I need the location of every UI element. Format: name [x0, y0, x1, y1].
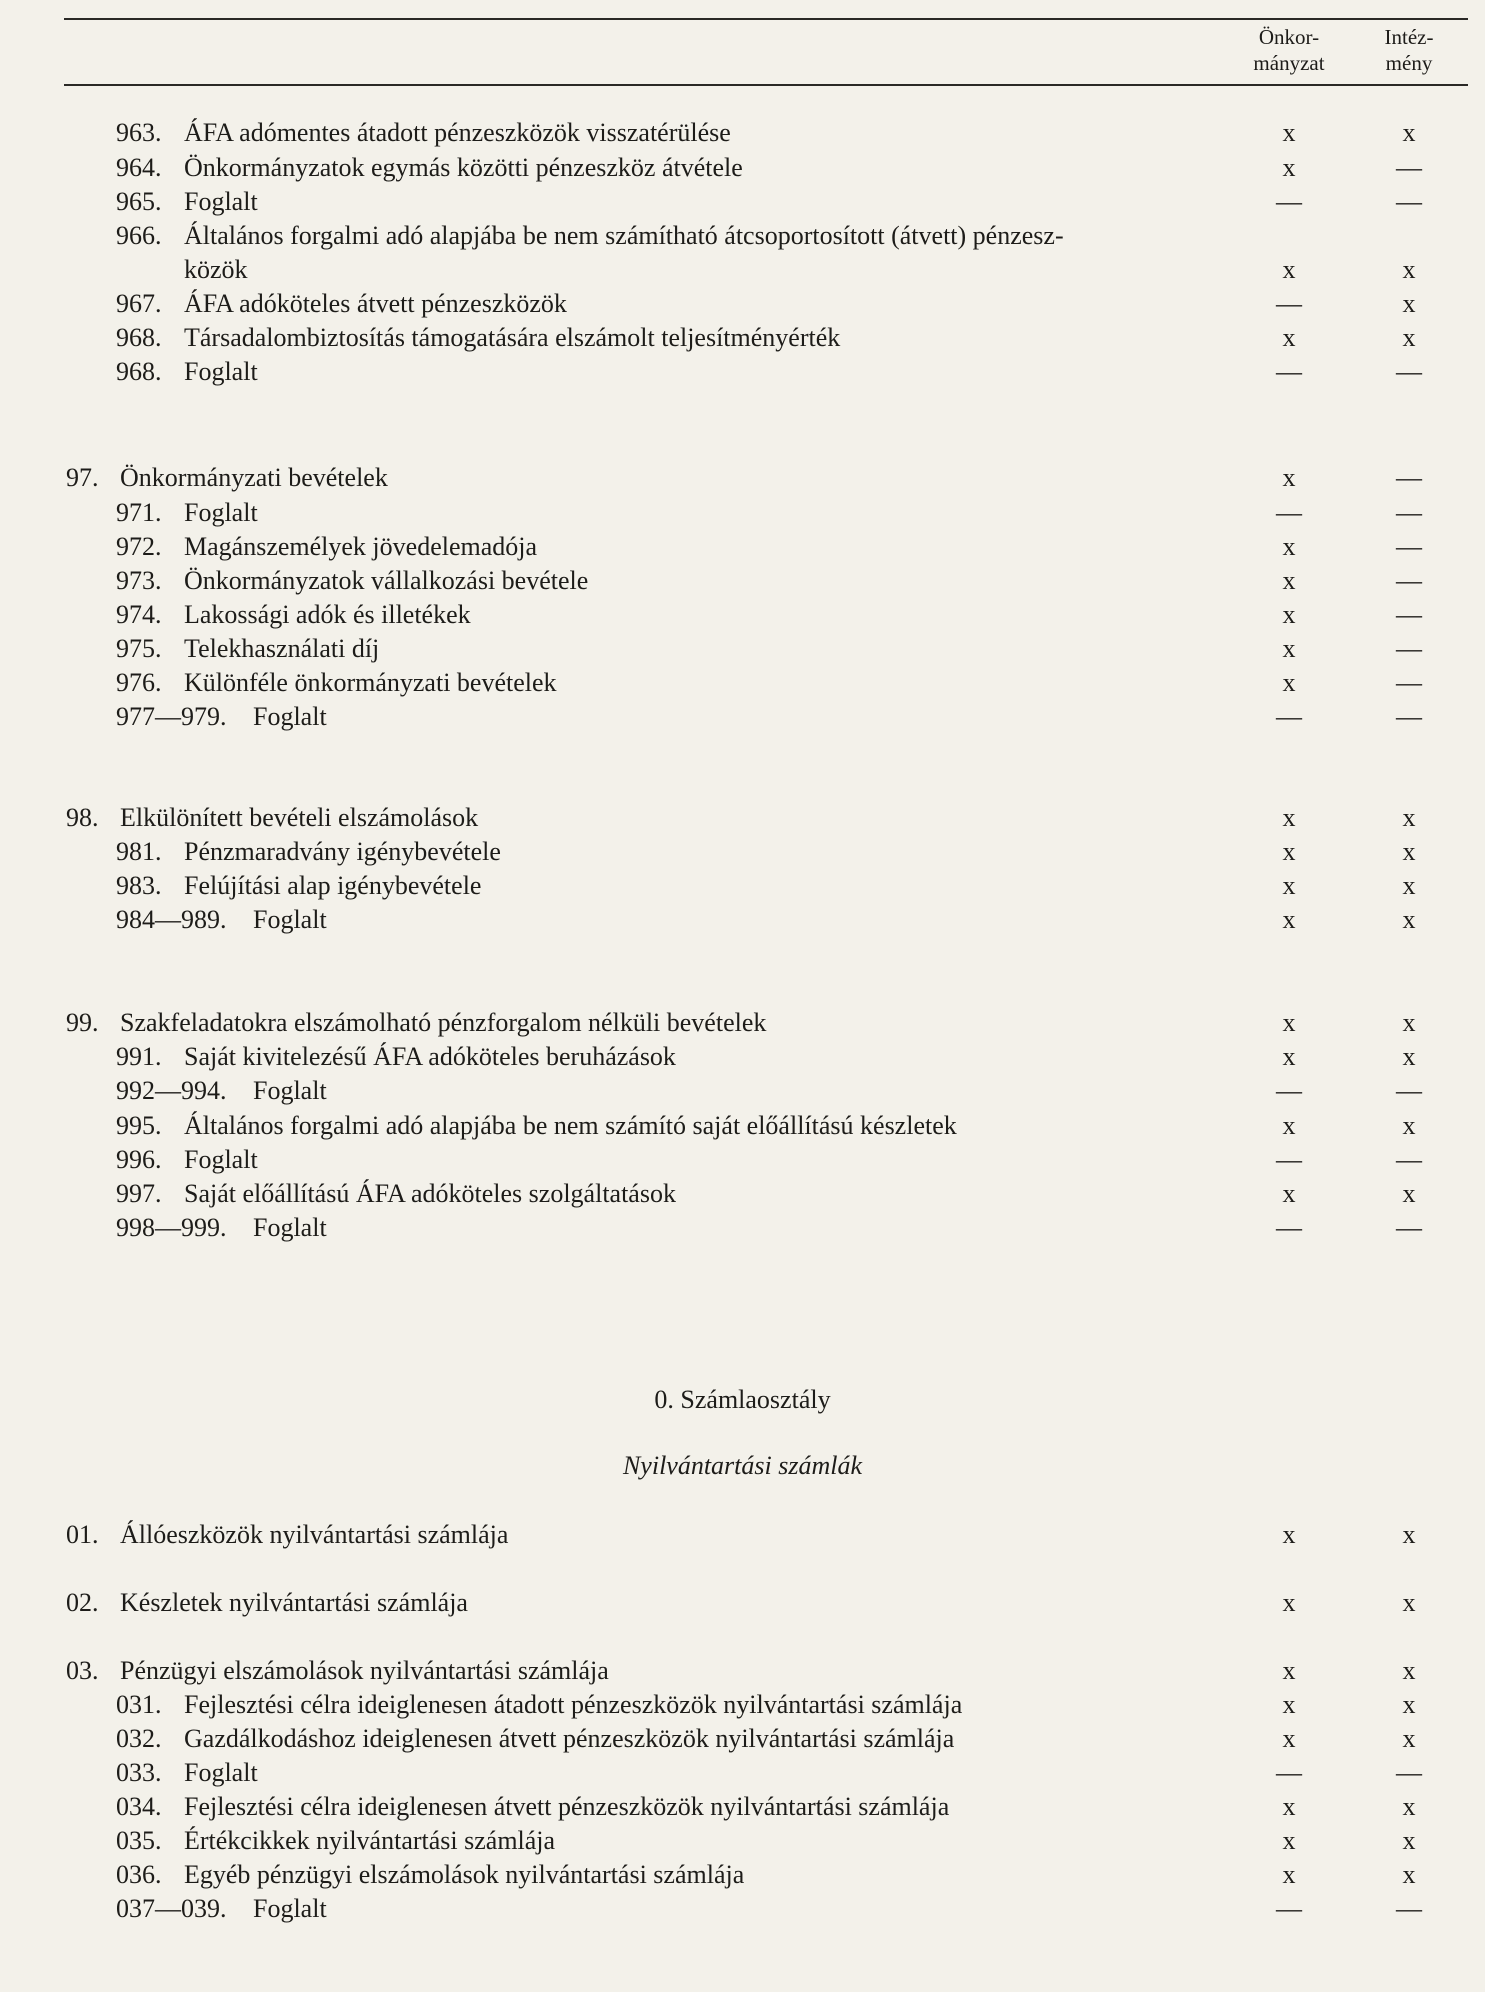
intezmeny-mark: x: [1402, 837, 1416, 866]
table-row: [0, 1858, 1485, 1892]
account-label: Általános forgalmi adó alapjába be nem számító saját előállítású készletek: [184, 1111, 957, 1140]
account-label: Foglalt: [184, 1145, 258, 1174]
onkormanyzat-mark: x: [1282, 803, 1296, 832]
intezmeny-mark: —: [1396, 1076, 1422, 1105]
account-label: Saját kivitelezésű ÁFA adóköteles beruházások: [184, 1042, 676, 1071]
account-label: ÁFA adóköteles átvett pénzeszközök: [184, 289, 567, 318]
intezmeny-mark: x: [1402, 1179, 1416, 1208]
onkormanyzat-mark: x: [1282, 1520, 1296, 1549]
intezmeny-mark: —: [1396, 1758, 1422, 1787]
table-row: [0, 1518, 1485, 1552]
account-label: Gazdálkodáshoz ideiglenesen átvett pénzeszközök nyilvántartási számlája: [184, 1724, 955, 1753]
account-label: Foglalt: [253, 702, 327, 731]
account-number: 033.: [116, 1758, 162, 1787]
account-label: Elkülönített bevételi elszámolások: [120, 803, 479, 832]
table-row: [0, 903, 1485, 937]
account-label: ÁFA adómentes átadott pénzeszközök visszatérülése: [184, 118, 731, 147]
account-label: Egyéb pénzügyi elszámolások nyilvántartási számlája: [184, 1860, 745, 1889]
intezmeny-mark: x: [1402, 1008, 1416, 1037]
account-number: 03.: [66, 1656, 99, 1685]
account-number: 973.: [116, 566, 162, 595]
account-label: Készletek nyilvántartási számlája: [120, 1588, 468, 1617]
account-number: 966.: [116, 221, 162, 250]
account-number: 963.: [116, 118, 162, 147]
table-row: [0, 632, 1485, 666]
table-row: [0, 185, 1485, 219]
table-row: [0, 1211, 1485, 1245]
intezmeny-mark: x: [1402, 1111, 1416, 1140]
onkormanyzat-mark: x: [1282, 1588, 1296, 1617]
onkormanyzat-mark: x: [1282, 1179, 1296, 1208]
onkormanyzat-mark: x: [1282, 837, 1296, 866]
onkormanyzat-mark: x: [1282, 1792, 1296, 1821]
intezmeny-mark: —: [1396, 1213, 1422, 1242]
table-row: [0, 598, 1485, 632]
account-number: 998—999.: [116, 1213, 227, 1242]
table-row: [0, 1586, 1485, 1620]
account-number: 995.: [116, 1111, 162, 1140]
account-label: Foglalt: [184, 498, 258, 527]
table-row: [0, 869, 1485, 903]
onkormanyzat-mark: x: [1282, 323, 1296, 352]
table-row: [0, 666, 1485, 700]
account-label: Általános forgalmi adó alapjába be nem számítható átcsoportosított (átvett) pénzesz-: [184, 221, 1064, 250]
account-number: 974.: [116, 600, 162, 629]
intezmeny-mark: x: [1402, 1690, 1416, 1719]
account-label: Magánszemélyek jövedelemadója: [184, 532, 538, 561]
table-row: [0, 530, 1485, 564]
account-number: 997.: [116, 1179, 162, 1208]
account-number: 984—989.: [116, 905, 227, 934]
intezmeny-mark: x: [1402, 803, 1416, 832]
account-label: Önkormányzati bevételek: [120, 463, 388, 492]
account-label: Foglalt: [253, 905, 327, 934]
intezmeny-mark: x: [1402, 1042, 1416, 1071]
account-number: 992—994.: [116, 1076, 227, 1105]
intezmeny-mark: —: [1396, 357, 1422, 386]
account-number: 032.: [116, 1724, 162, 1753]
table-row: [0, 116, 1485, 150]
column-header-onkormanyzat: [1229, 24, 1349, 76]
account-label: Állóeszközök nyilvántartási számlája: [120, 1520, 509, 1549]
account-number: 967.: [116, 289, 162, 318]
section-subtitle: Nyilvántartási számlák: [622, 1451, 863, 1480]
account-number: 968.: [116, 323, 162, 352]
account-number: 036.: [116, 1860, 162, 1889]
intezmeny-mark: x: [1402, 1656, 1416, 1685]
table-row: [0, 1824, 1485, 1858]
account-label: Foglalt: [184, 1758, 258, 1787]
account-number: 975.: [116, 634, 162, 663]
account-label: Foglalt: [253, 1213, 327, 1242]
intezmeny-mark: x: [1402, 118, 1416, 147]
intezmeny-mark: —: [1396, 668, 1422, 697]
table-row: [0, 1143, 1485, 1177]
account-label: Fejlesztési célra ideiglenesen átadott pénzeszközök nyilvántartási számlája: [184, 1690, 963, 1719]
onkormanyzat-mark: x: [1282, 566, 1296, 595]
intezmeny-mark: —: [1396, 702, 1422, 731]
account-label: Foglalt: [253, 1894, 327, 1923]
onkormanyzat-mark: x: [1282, 1111, 1296, 1140]
account-number: 031.: [116, 1690, 162, 1719]
intezmeny-mark: —: [1396, 1145, 1422, 1174]
intezmeny-mark: —: [1396, 532, 1422, 561]
account-number: 02.: [66, 1588, 99, 1617]
table-row: [0, 1109, 1485, 1143]
account-label: Önkormányzatok vállalkozási bevétele: [184, 566, 589, 595]
account-label: Foglalt: [253, 1076, 327, 1105]
table-row: [0, 1722, 1485, 1756]
table-row: [0, 1756, 1485, 1790]
onkormanyzat-mark: x: [1282, 532, 1296, 561]
account-number: 968.: [116, 357, 162, 386]
column-header-intezmeny: [1349, 24, 1469, 76]
account-number: 99.: [66, 1008, 99, 1037]
account-label: Foglalt: [184, 357, 258, 386]
intezmeny-mark: —: [1396, 463, 1422, 492]
intezmeny-mark: —: [1396, 498, 1422, 527]
table-row: [0, 355, 1485, 389]
column-header-line: mányzat: [1253, 51, 1325, 75]
onkormanyzat-mark: —: [1276, 498, 1302, 527]
onkormanyzat-mark: x: [1282, 871, 1296, 900]
table-row: [0, 151, 1485, 185]
onkormanyzat-mark: —: [1276, 357, 1302, 386]
intezmeny-mark: —: [1396, 566, 1422, 595]
account-number: 01.: [66, 1520, 99, 1549]
intezmeny-mark: x: [1402, 1520, 1416, 1549]
table-row: [0, 1006, 1485, 1040]
account-number: 983.: [116, 871, 162, 900]
intezmeny-mark: x: [1402, 905, 1416, 934]
account-number: 977—979.: [116, 702, 227, 731]
onkormanyzat-mark: x: [1282, 668, 1296, 697]
account-number: 991.: [116, 1042, 162, 1071]
account-label: Saját előállítású ÁFA adóköteles szolgáltatások: [184, 1179, 676, 1208]
account-label: Foglalt: [184, 187, 258, 216]
table-row: [0, 219, 1485, 253]
intezmeny-mark: —: [1396, 1894, 1422, 1923]
top-rule: [64, 18, 1468, 20]
intezmeny-mark: x: [1402, 871, 1416, 900]
column-header-line: Önkor-: [1258, 25, 1320, 49]
account-number: 035.: [116, 1826, 162, 1855]
intezmeny-mark: x: [1402, 1860, 1416, 1889]
table-row: [0, 1040, 1485, 1074]
account-label: Felújítási alap igénybevétele: [184, 871, 482, 900]
onkormanyzat-mark: x: [1282, 463, 1296, 492]
table-row: [0, 1688, 1485, 1722]
onkormanyzat-mark: x: [1282, 1724, 1296, 1753]
account-label: Különféle önkormányzati bevételek: [184, 668, 557, 697]
account-label: Társadalombiztosítás támogatására elszámolt teljesítményérték: [184, 323, 841, 352]
table-row: [0, 1177, 1485, 1211]
intezmeny-mark: —: [1396, 600, 1422, 629]
onkormanyzat-mark: x: [1282, 118, 1296, 147]
account-label: Pénzmaradvány igénybevétele: [184, 837, 501, 866]
onkormanyzat-mark: —: [1276, 1076, 1302, 1105]
account-number: 034.: [116, 1792, 162, 1821]
intezmeny-mark: x: [1402, 323, 1416, 352]
table-row: [0, 461, 1485, 495]
intezmeny-mark: x: [1402, 289, 1416, 318]
onkormanyzat-mark: x: [1282, 634, 1296, 663]
onkormanyzat-mark: x: [1282, 1042, 1296, 1071]
table-row: [0, 564, 1485, 598]
onkormanyzat-mark: —: [1276, 1894, 1302, 1923]
account-label: Értékcikkek nyilvántartási számlája: [184, 1826, 556, 1855]
table-row: [0, 700, 1485, 734]
account-number: 972.: [116, 532, 162, 561]
account-label: Önkormányzatok egymás közötti pénzeszköz átvétele: [184, 153, 743, 182]
onkormanyzat-mark: x: [1282, 1690, 1296, 1719]
account-number: 97.: [66, 463, 99, 492]
account-number: 996.: [116, 1145, 162, 1174]
onkormanyzat-mark: x: [1282, 1826, 1296, 1855]
account-label: Szakfeladatokra elszámolható pénzforgalom nélküli bevételek: [120, 1008, 767, 1037]
table-row: [0, 835, 1485, 869]
account-number: 976.: [116, 668, 162, 697]
column-header-line: mény: [1385, 51, 1433, 75]
table-row: [0, 1892, 1485, 1926]
onkormanyzat-mark: x: [1282, 905, 1296, 934]
onkormanyzat-mark: —: [1276, 289, 1302, 318]
onkormanyzat-mark: —: [1276, 1145, 1302, 1174]
table-row: [0, 801, 1485, 835]
table-row: [0, 1654, 1485, 1688]
intezmeny-mark: x: [1402, 1724, 1416, 1753]
onkormanyzat-mark: —: [1276, 702, 1302, 731]
table-row: [0, 1790, 1485, 1824]
column-header-line: Intéz-: [1384, 25, 1434, 49]
onkormanyzat-mark: x: [1282, 1860, 1296, 1889]
intezmeny-mark: x: [1402, 1792, 1416, 1821]
table-row: [0, 321, 1485, 355]
account-label: Pénzügyi elszámolások nyilvántartási számlája: [120, 1656, 609, 1685]
intezmeny-mark: x: [1402, 1826, 1416, 1855]
onkormanyzat-mark: —: [1276, 1758, 1302, 1787]
header-rule: [64, 84, 1468, 86]
onkormanyzat-mark: x: [1282, 255, 1296, 284]
account-number: 98.: [66, 803, 99, 832]
onkormanyzat-mark: x: [1282, 1008, 1296, 1037]
intezmeny-mark: x: [1402, 255, 1416, 284]
account-number: 981.: [116, 837, 162, 866]
onkormanyzat-mark: x: [1282, 153, 1296, 182]
account-label: Telekhasználati díj: [184, 634, 380, 663]
account-number: 971.: [116, 498, 162, 527]
onkormanyzat-mark: x: [1282, 1656, 1296, 1685]
intezmeny-mark: —: [1396, 187, 1422, 216]
onkormanyzat-mark: —: [1276, 187, 1302, 216]
intezmeny-mark: —: [1396, 153, 1422, 182]
intezmeny-mark: —: [1396, 634, 1422, 663]
account-number: 037—039.: [116, 1894, 227, 1923]
account-number: 964.: [116, 153, 162, 182]
account-label: Lakossági adók és illetékek: [184, 600, 471, 629]
account-number: 965.: [116, 187, 162, 216]
account-label: közök: [184, 255, 248, 284]
table-row: [0, 1074, 1485, 1108]
table-row: [0, 287, 1485, 321]
onkormanyzat-mark: x: [1282, 600, 1296, 629]
onkormanyzat-mark: —: [1276, 1213, 1302, 1242]
account-label: Fejlesztési célra ideiglenesen átvett pénzeszközök nyilvántartási számlája: [184, 1792, 950, 1821]
table-row: [0, 496, 1485, 530]
intezmeny-mark: x: [1402, 1588, 1416, 1617]
section-title: 0. Számlaosztály: [654, 1385, 831, 1414]
table-row: [0, 253, 1485, 287]
